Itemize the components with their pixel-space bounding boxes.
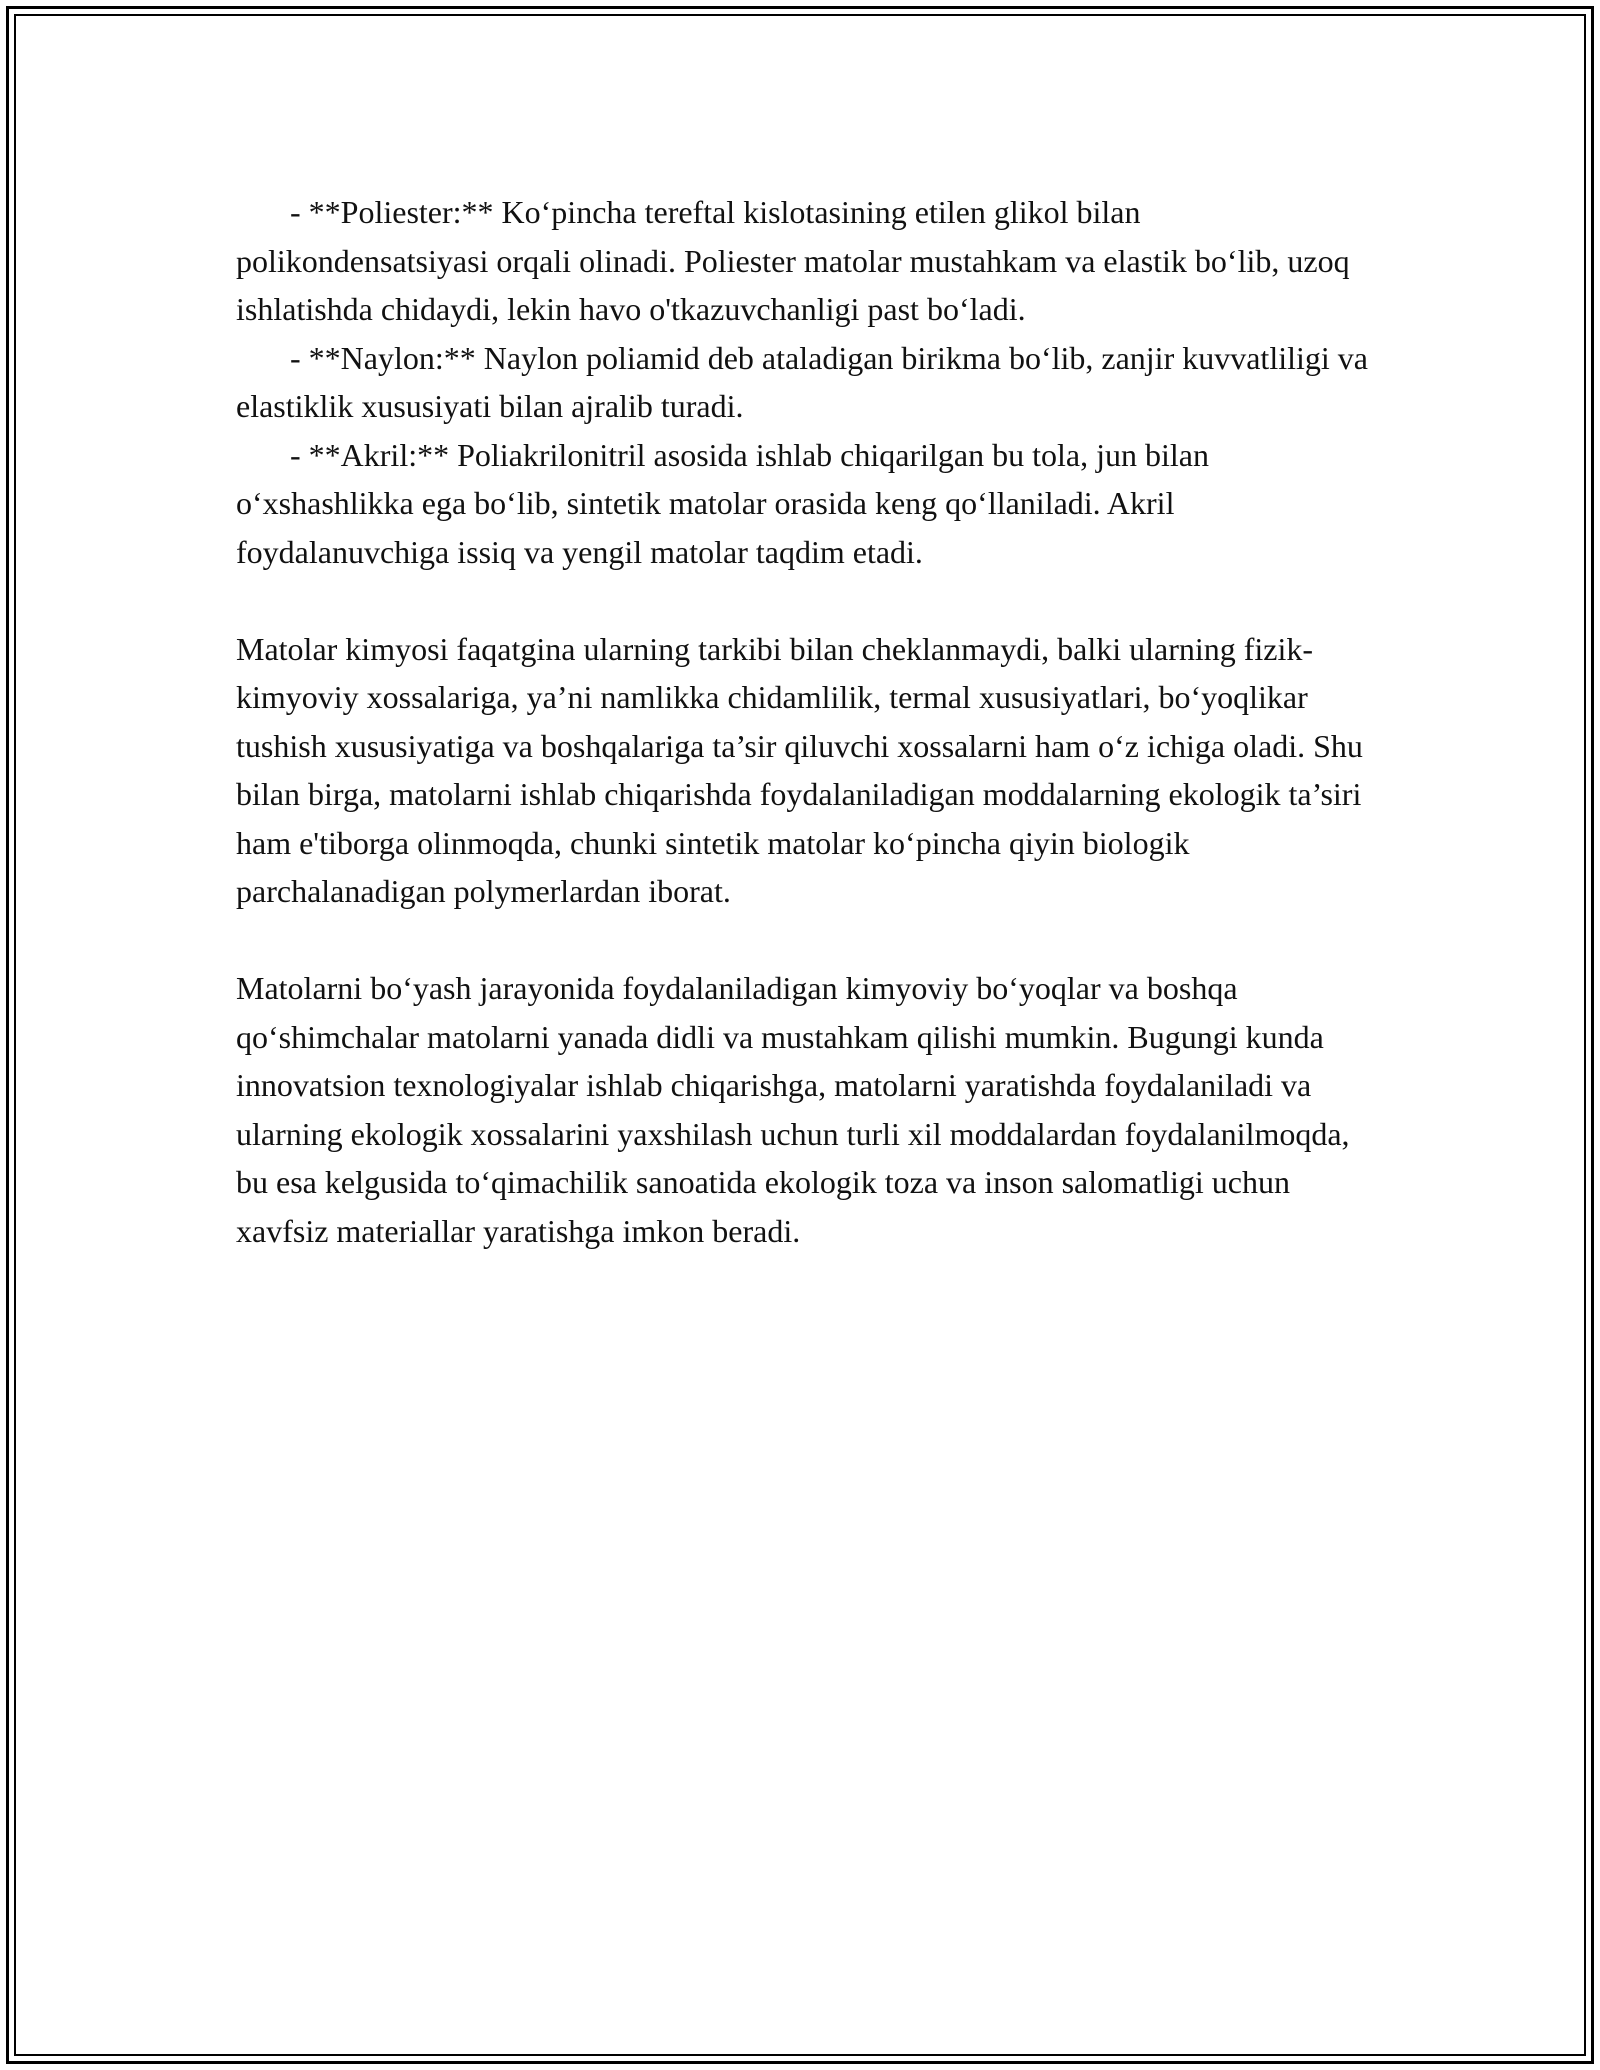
paragraph-fabric-dyeing: Matolarni bo‘yash jarayonida foydalaniladigan kimyoviy bo‘yoqlar va boshqa qo‘shimchalar matolarni yanada didli va mustahkam qilishi mumkin. Bugungi kunda innovatsion texnologiyalar ishlab chiqarishga, matolarni yaratishda foydalaniladi va ularning ekologik xossalarini yaxshilash uchun turli xil moddalardan foydalanilmoqda, bu esa kelgusida to‘qimachilik sanoatida ekologik toza va inson salomatligi uchun xavfsiz materiallar yaratishga imkon beradi. bbox=[236, 970, 1350, 1249]
paragraph-spacer bbox=[236, 576, 1376, 625]
document-body bbox=[236, 188, 1376, 1255]
list-item-acrylic: - **Akril:** Poliakrilonitril asosida ishlab chiqarilgan bu tola, jun bilan o‘xshashlikka ega bo‘lib, sintetik matolar orasida keng qo‘llaniladi. Akril foydalanuvchiga issiq va yengil matolar taqdim etadi. bbox=[236, 436, 1209, 570]
list-item-polyester: - **Poliester:** Ko‘pincha tereftal kislotasining etilen glikol bilan polikondensatsiyasi orqali olinadi. Poliester matolar mustahkam va elastik bo‘lib, uzoq ishlatishda chidaydi, lekin havo o'tkazuvchanligi past bo‘ladi. bbox=[236, 194, 1350, 327]
list-item-nylon: - **Naylon:** Naylon poliamid deb ataladigan birikma bo‘lib, zanjir kuvvatliligi va elastiklik xususiyati bilan ajralib turadi. bbox=[236, 339, 1368, 424]
paragraph-fabric-chemistry: Matolar kimyosi faqatgina ularning tarkibi bilan cheklanmaydi, balki ularning fizik-kimyoviy xossalariga, ya’ni namlikka chidamlilik, termal xususiyatlari, bo‘yoqlikar tushish xususiyatiga va boshqalariga ta’sir qiluvchi xossalarni ham o‘z ichiga oladi. Shu bilan birga, matolarni ishlab chiqarishda foydalaniladigan moddalarning ekologik ta’siri ham e'tiborga olinmoqda, chunki sintetik matolar ko‘pincha qiyin biologik parchalanadigan polymerlardan iborat. bbox=[236, 630, 1363, 909]
paragraph-spacer bbox=[236, 916, 1376, 965]
